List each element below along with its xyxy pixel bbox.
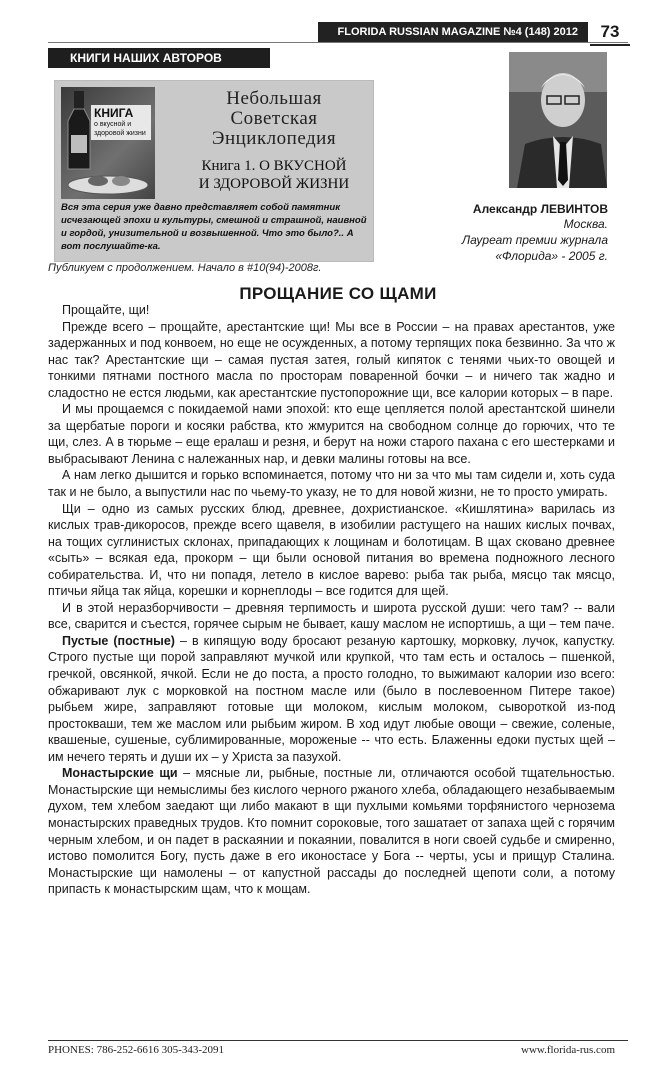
page-number: 73 [590, 20, 630, 46]
author-award: Лауреат премии журнала «Флорида» - 2005 г. [461, 233, 608, 263]
paragraph: Пустые (постные) – в кипящую воду бросают резаную картошку, морковку, лучок, капустку. Строго пустые щи порой заправляют мучкой или крупкой, что там есть и осталось – пшенкой, гречкой, овсянкой, ячкой. Если не до поста, а просто голодно, то выжимают калории изо всего: обжаривают лук с морковкой на постном масле или (было в послевоенном Питере такое) рыбьем жире, заправляют готовые щи молоком, кислым молоком, сывороткой из-под простокваши, тем же маслом или рыбьим жиром. В ход идут любые овощи – свежие, соленые, квашеные, сушеные, сублимированные, мороженые -- что есть. Блаженны едоки пустых щей – им нечего терять и души их – у Христа за пазухой. [48, 633, 615, 764]
author-city: Москва. [563, 217, 608, 231]
paragraph: Прощайте, щи! [62, 303, 150, 317]
article-title: ПРОЩАНИЕ СО ЩАМИ [239, 284, 437, 303]
paragraph: Прежде всего – прощайте, арестантские щи! Мы все в России – на правах арестантов, уже задержанных и под конвоем, но еще не осужденных, а потому терпящих пока безвинно. За что ж нас так? Арестантские щи – самая пустая затея, голый кипяток с тенями чьих-то овощей и тонкими пятнами постного масла по просторам поваренной бочки – и ничего так жадно и сладостно не естся людьми, как арестантские пустопорожние щи, все калории которых – в паре. [48, 319, 615, 400]
paragraph: И мы прощаемся с покидаемой нами эпохой: кто еще цепляется полой арестантской шинели за щербатые пороги и косяки рабства, кто жмурится на свободном солнце до горючих, что те щи, слез. А в тюрьме – еще ералаш и резня, и берут на ножи старого пахана с его шестерками и выбрасывают Ленина с належанных нар, и девки малины готовы на все. [48, 402, 615, 466]
subheading-lean-shchi: Пустые (постные) [62, 633, 175, 648]
continuation-note: Публикуем с продолжением. Начало в #10(94)-2008г. [48, 262, 322, 274]
book-series-banner [54, 80, 374, 262]
subheading-monastery-shchi: Монастырские щи [62, 766, 178, 781]
paragraph: А нам легко дышится и горько вспоминается, потому что ни за что мы там сидели и, хоть суда так и не было, а выпустили нас по чьему-то указу, не то для новой жизни, не то просто умирать. [48, 468, 615, 500]
paragraph: И в этой неразборчивости – древняя терпимость и широта русской души: чего там? -- вали все, сварится и съестся, горячее сырым не бывает, кашу маслом не испортишь, а щи – тем паче. [48, 600, 615, 632]
section-label: КНИГИ НАШИХ АВТОРОВ [48, 48, 270, 68]
food-plate-icon [63, 167, 153, 197]
author-name: Александр ЛЕВИНТОВ [472, 202, 608, 216]
encyclopedia-title: Небольшая Советская Энциклопедия [211, 88, 337, 149]
article-body [48, 302, 615, 898]
paragraph: Щи – одно из самых русских блюд, древнее, дохристианское. «Кишлятина» варилась из кислых трав-дикоросов, прежде всего щавеля, в изобилии растущего на наших кислых почвах, на тощих суглинистых склонах, припадающих к лощинам и болотицам. В щах сковано древнее «сыть» – всякая еда, прокорм – щи были основой питания во времена подножного лесного собирательства. И, что ни попадя, летело в кислое варево: рыба так рыба, мясцо так мясцо, птичьи яйца так яйца, корешки и корнеплоды – все годится для щей. [48, 501, 615, 599]
book-cover-subtitle: о вкусной и здоровой жизни [94, 121, 146, 137]
book-cover-image [61, 87, 155, 199]
author-photo [509, 52, 607, 188]
footer-website[interactable]: www.florida-rus.com [521, 1044, 615, 1056]
book-title: Книга 1. О ВКУСНОЙ И ЗДОРОВОЙ ЖИЗНИ [198, 158, 350, 192]
footer-phones: PHONES: 786-252-6616 305-343-2091 [48, 1044, 224, 1056]
paragraph: Монастырские щи – мясные ли, рыбные, постные ли, отличаются особой тщательностью. Монастырские щи немыслимы без кислого черного ржаного хлеба, обладающего незабываемым духом, тем хлебом заедают щи либо макают в щи пухлыми комьями торфянистого чернозема монастырских праведных трудов. Кто помнит сороковые, того зашатает от запаха щей с горячим черным хлебом, и он падет в раскаянии и покаянии, повалится в ноги своей судьбе и смиренно, истово помолится Богу, пусть даже в его иконостасе у Бога -- черты, усы и прищур Сталина. Монастырские щи намолены – от капустной рассады до последней щепоти соли, а потому припасть к монастырским щам, что к мощам. [48, 766, 615, 897]
series-intro: Вся эта серия уже давно представляет собой памятник исчезающей эпохи и культуры, смешной и страшной, наивной и гордой, унизительной и возвышенной. Что это было?.. А вот послушайте-ка. [61, 202, 367, 252]
magazine-header: FLORIDA RUSSIAN MAGAZINE №4 (148) 2012 [318, 22, 588, 42]
header-divider [48, 42, 628, 43]
footer-divider [48, 1040, 628, 1041]
book-cover-title: КНИГА о вкусной и здоровой жизни [91, 105, 151, 140]
author-portrait-icon [509, 52, 607, 188]
